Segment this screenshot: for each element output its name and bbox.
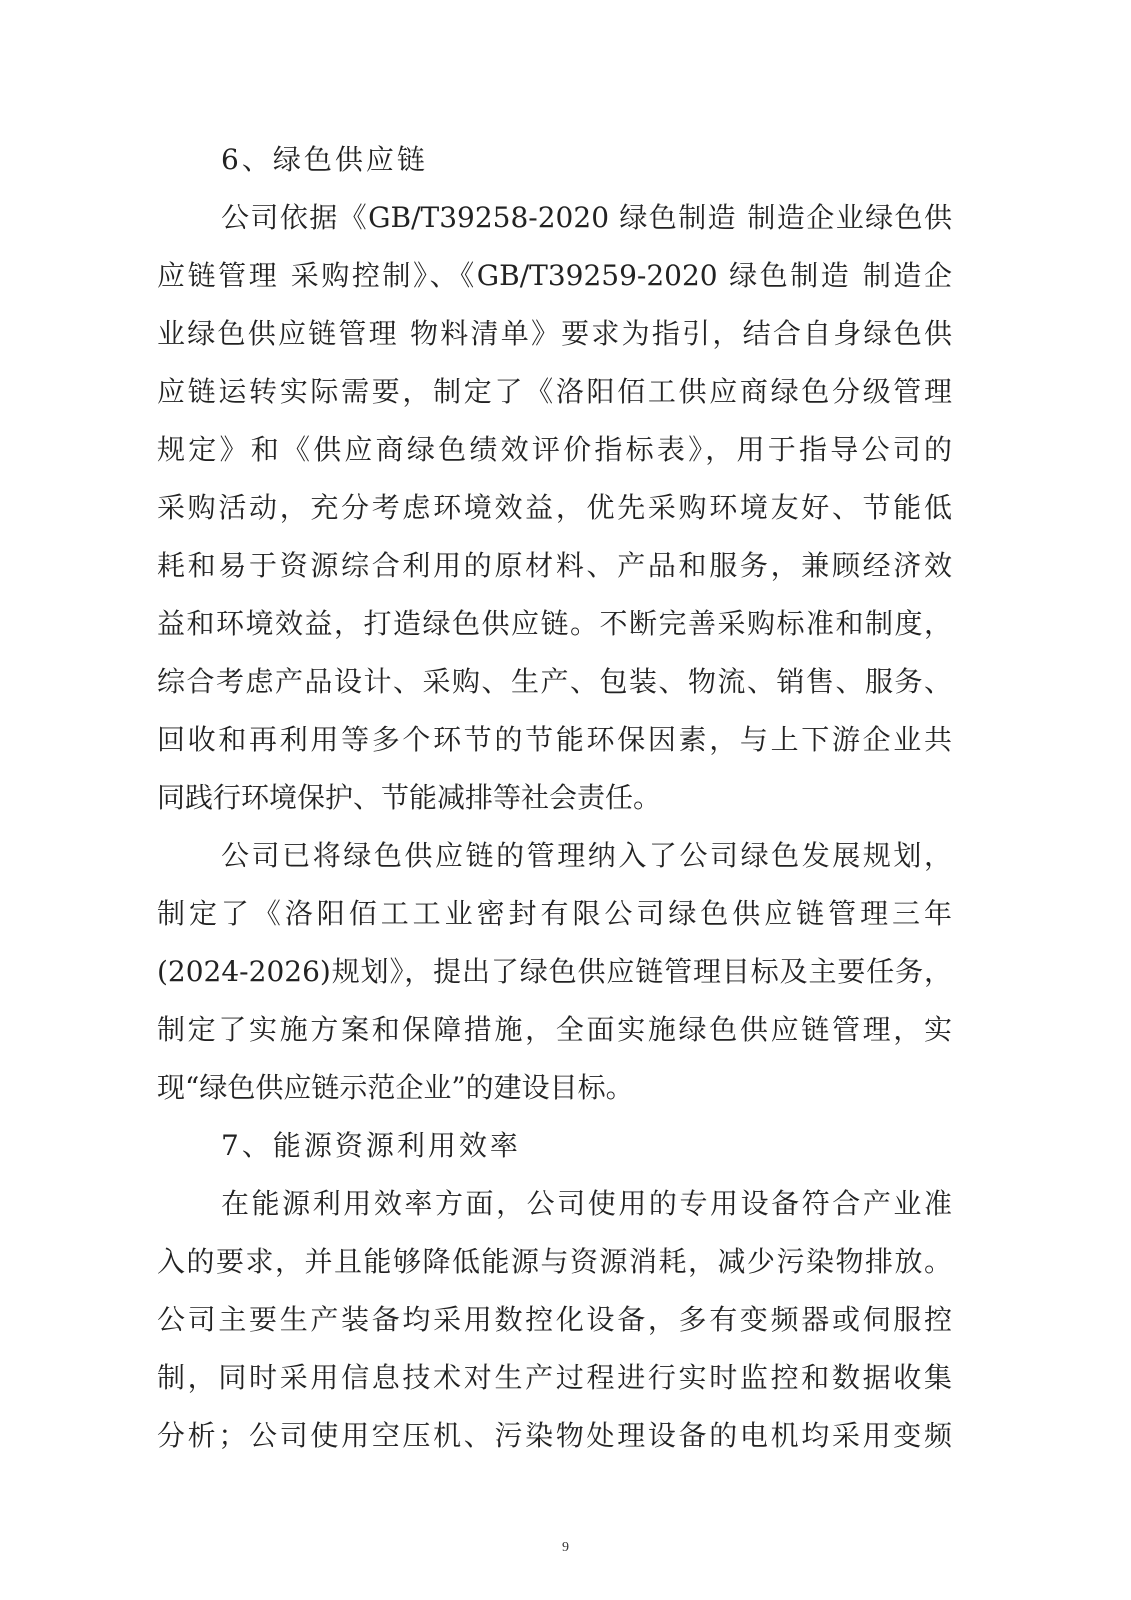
paragraph-line: 综合考虑产品设计、采购、生产、包装、物流、销售、服务、 xyxy=(157,665,952,698)
paragraph-line: 采购活动，充分考虑环境效益，优先采购环境友好、节能低 xyxy=(157,491,952,524)
paragraph-line: 制定了《洛阳佰工工业密封有限公司绿色供应链管理三年 xyxy=(157,897,952,930)
paragraph-line: 制，同时采用信息技术对生产过程进行实时监控和数据收集 xyxy=(157,1361,952,1394)
paragraph-line: 益和环境效益，打造绿色供应链。不断完善采购标准和制度， xyxy=(157,607,952,640)
paragraph-line: 入的要求，并且能够降低能源与资源消耗，减少污染物排放。 xyxy=(157,1245,952,1278)
paragraph-line: 在能源利用效率方面，公司使用的专用设备符合产业准 xyxy=(221,1187,952,1220)
paragraph-line: 耗和易于资源综合利用的原材料、产品和服务，兼顾经济效 xyxy=(157,549,952,582)
section-7-heading: 7、能源资源利用效率 xyxy=(221,1129,521,1162)
paragraph-line: 公司依据《GB/T39258-2020 绿色制造 制造企业绿色供 xyxy=(221,201,952,234)
paragraph-line: 同践行环境保护、节能减排等社会责任。 xyxy=(157,781,662,814)
section-6-heading: 6、绿色供应链 xyxy=(221,143,428,176)
page-number: 9 xyxy=(562,1540,569,1555)
paragraph-line: 公司主要生产装备均采用数控化设备，多有变频器或伺服控 xyxy=(157,1303,952,1336)
paragraph-line: 应链管理 采购控制》、《GB/T39259-2020 绿色制造 制造企 xyxy=(157,259,952,292)
paragraph-line: 制定了实施方案和保障措施，全面实施绿色供应链管理，实 xyxy=(157,1013,952,1046)
paragraph-line: 规定》和《供应商绿色绩效评价指标表》，用于指导公司的 xyxy=(157,433,952,466)
paragraph-line: 分析；公司使用空压机、污染物处理设备的电机均采用变频 xyxy=(157,1419,952,1452)
paragraph-line: 现“绿色供应链示范企业”的建设目标。 xyxy=(157,1071,634,1104)
paragraph-line: 应链运转实际需要，制定了《洛阳佰工供应商绿色分级管理 xyxy=(157,375,952,408)
paragraph-line: 公司已将绿色供应链的管理纳入了公司绿色发展规划， xyxy=(221,839,952,872)
paragraph-line: 业绿色供应链管理 物料清单》要求为指引，结合自身绿色供 xyxy=(157,317,952,350)
paragraph-line: (2024-2026)规划》，提出了绿色供应链管理目标及主要任务， xyxy=(157,955,952,988)
paragraph-line: 回收和再利用等多个环节的节能环保因素，与上下游企业共 xyxy=(157,723,952,756)
